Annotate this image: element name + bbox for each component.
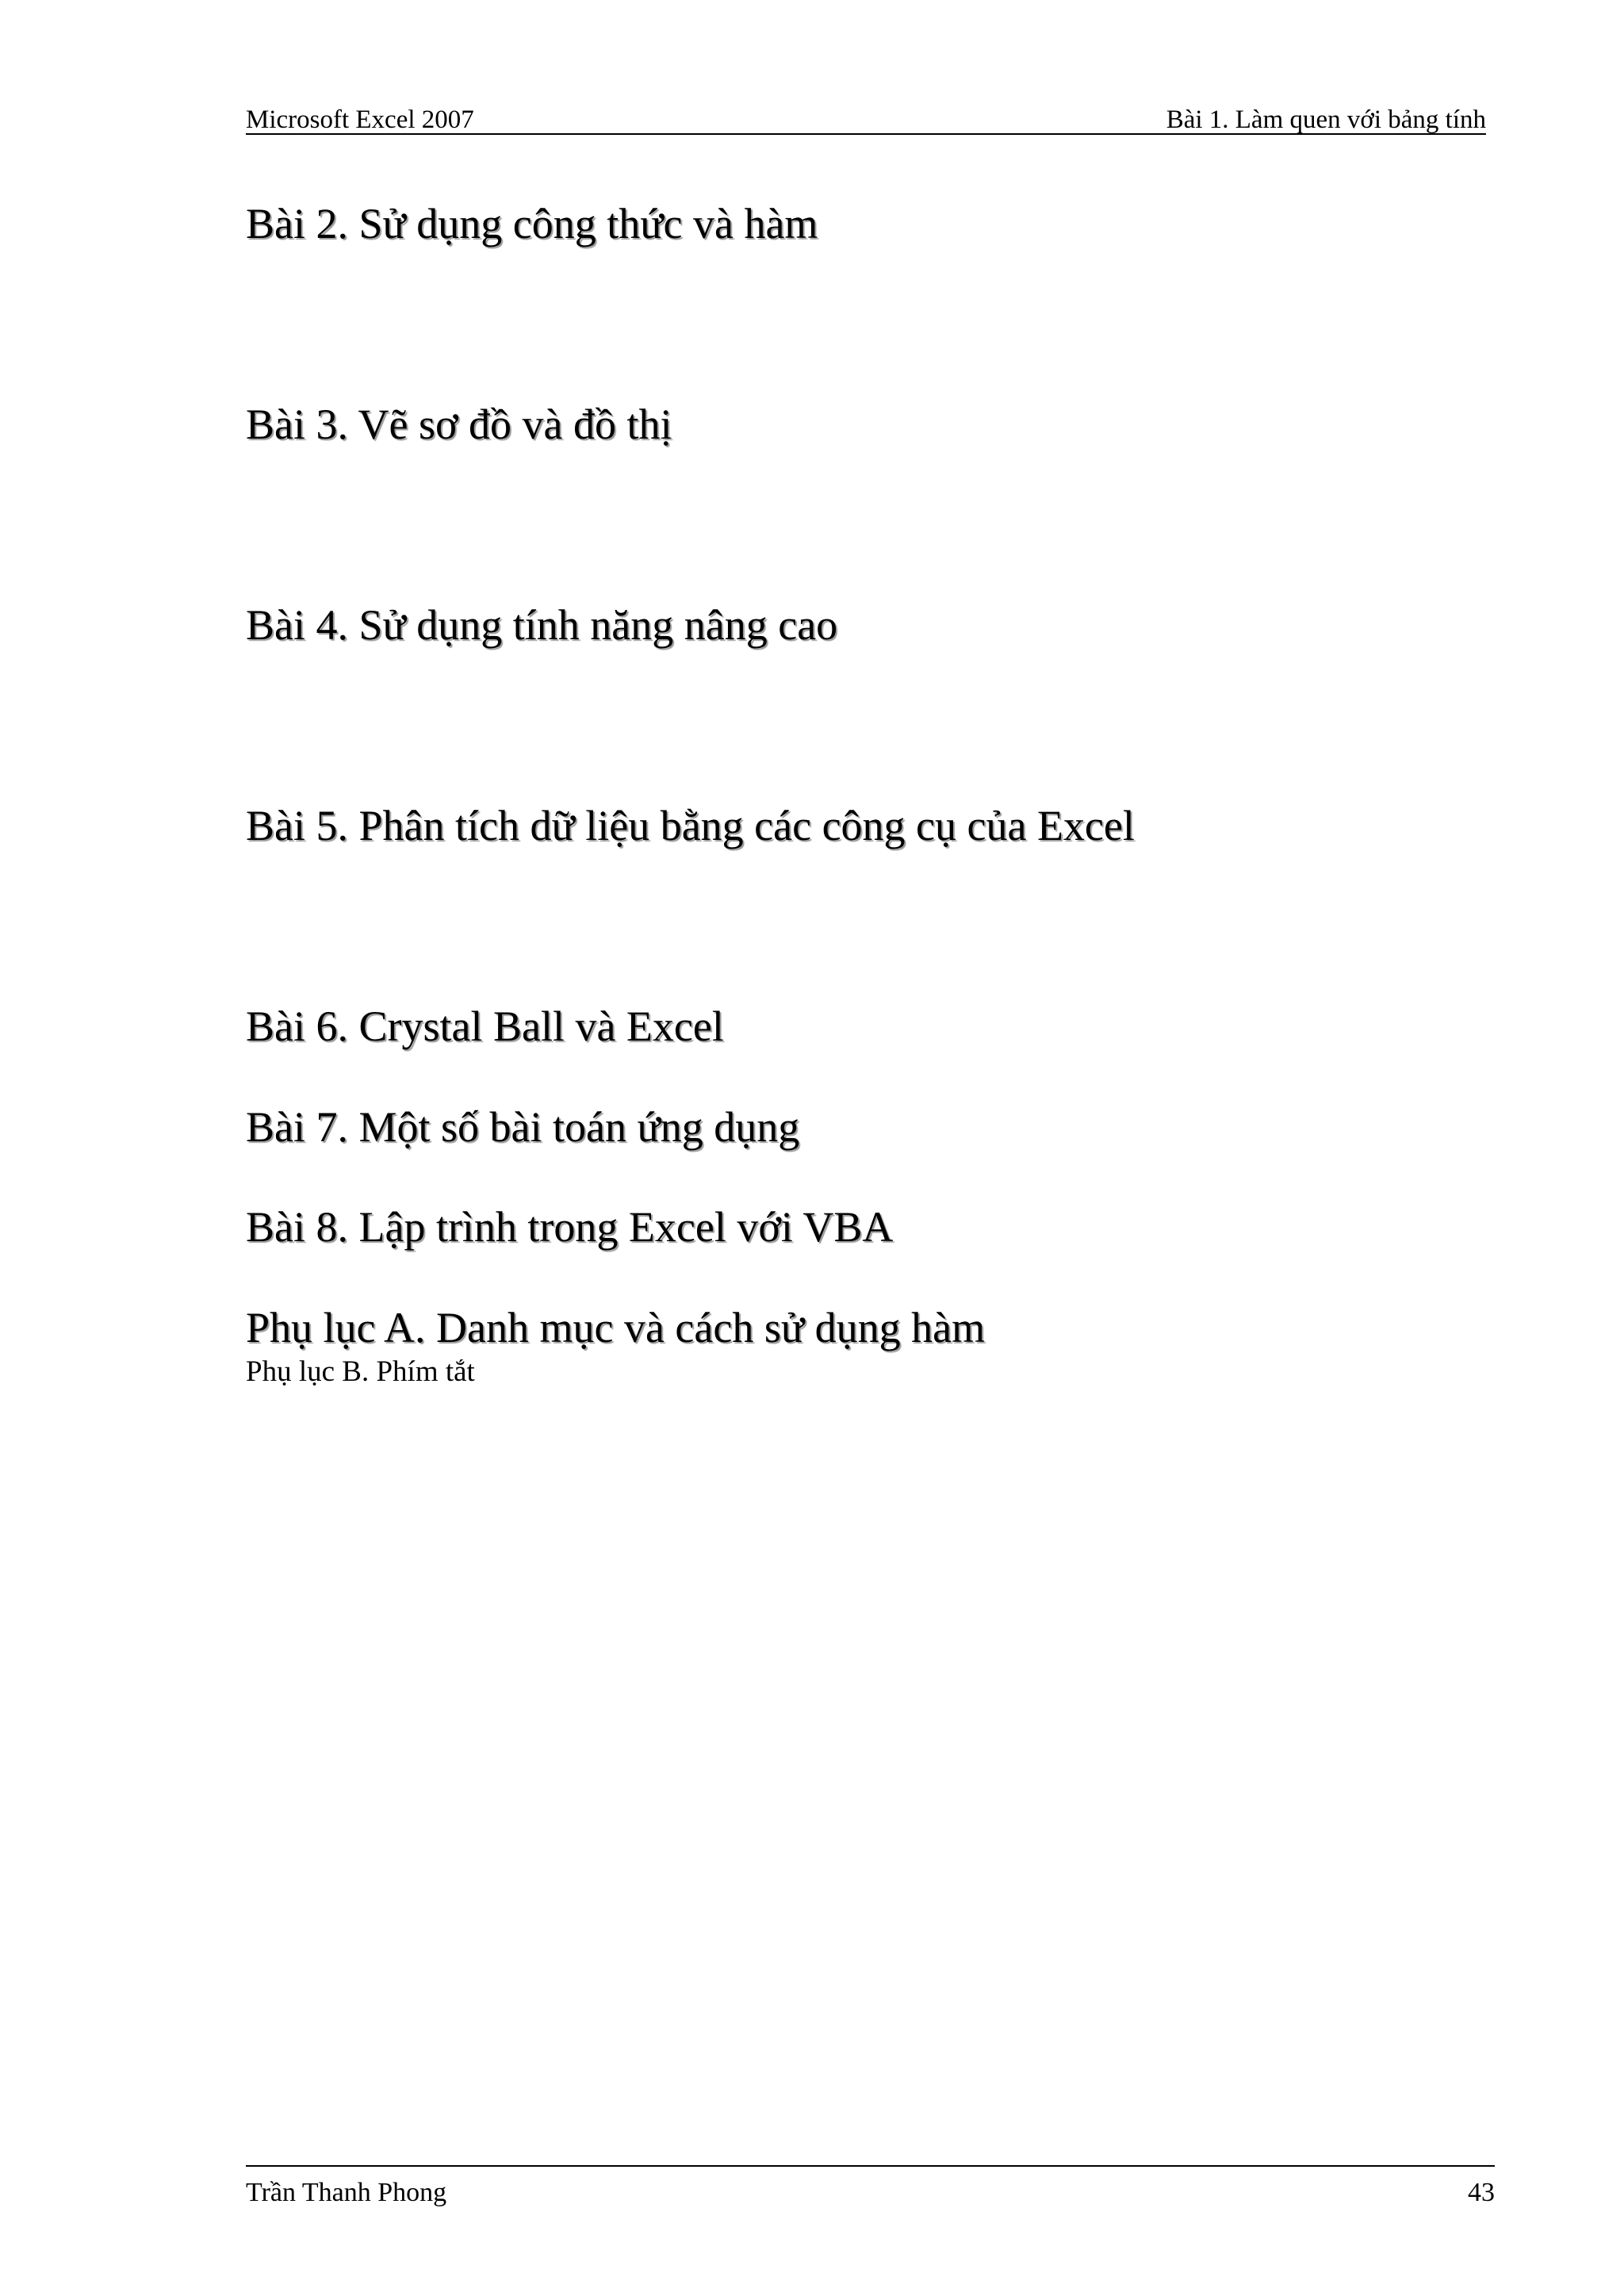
header-chapter: Bài 1. Làm quen với bảng tính	[1166, 105, 1486, 134]
footer-author: Trần Thanh Phong	[246, 2178, 447, 2207]
footer-page-number: 43	[1468, 2178, 1495, 2207]
page-header	[246, 94, 1486, 135]
page-footer	[246, 2165, 1495, 2214]
header-title: Microsoft Excel 2007	[246, 105, 474, 134]
toc-item-phu-luc-a: Phụ lục A. Danh mục và cách sử dụng hàm	[246, 1304, 986, 1351]
toc-item-bai-2: Bài 2. Sử dụng công thức và hàm	[246, 200, 818, 247]
toc-item-bai-5: Bài 5. Phân tích dữ liệu bằng các công cụ của Excel	[246, 802, 1135, 849]
toc-item-bai-4: Bài 4. Sử dụng tính năng nâng cao	[246, 601, 838, 649]
toc-item-phu-luc-b: Phụ lục B. Phím tắt	[246, 1355, 475, 1388]
toc-item-bai-3: Bài 3. Vẽ sơ đồ và đồ thị	[246, 401, 672, 448]
toc-item-bai-6: Bài 6. Crystal Ball và Excel	[246, 1002, 724, 1050]
toc-item-bai-7: Bài 7. Một số bài toán ứng dụng	[246, 1103, 800, 1151]
toc-item-bai-8: Bài 8. Lập trình trong Excel với VBA	[246, 1203, 894, 1251]
